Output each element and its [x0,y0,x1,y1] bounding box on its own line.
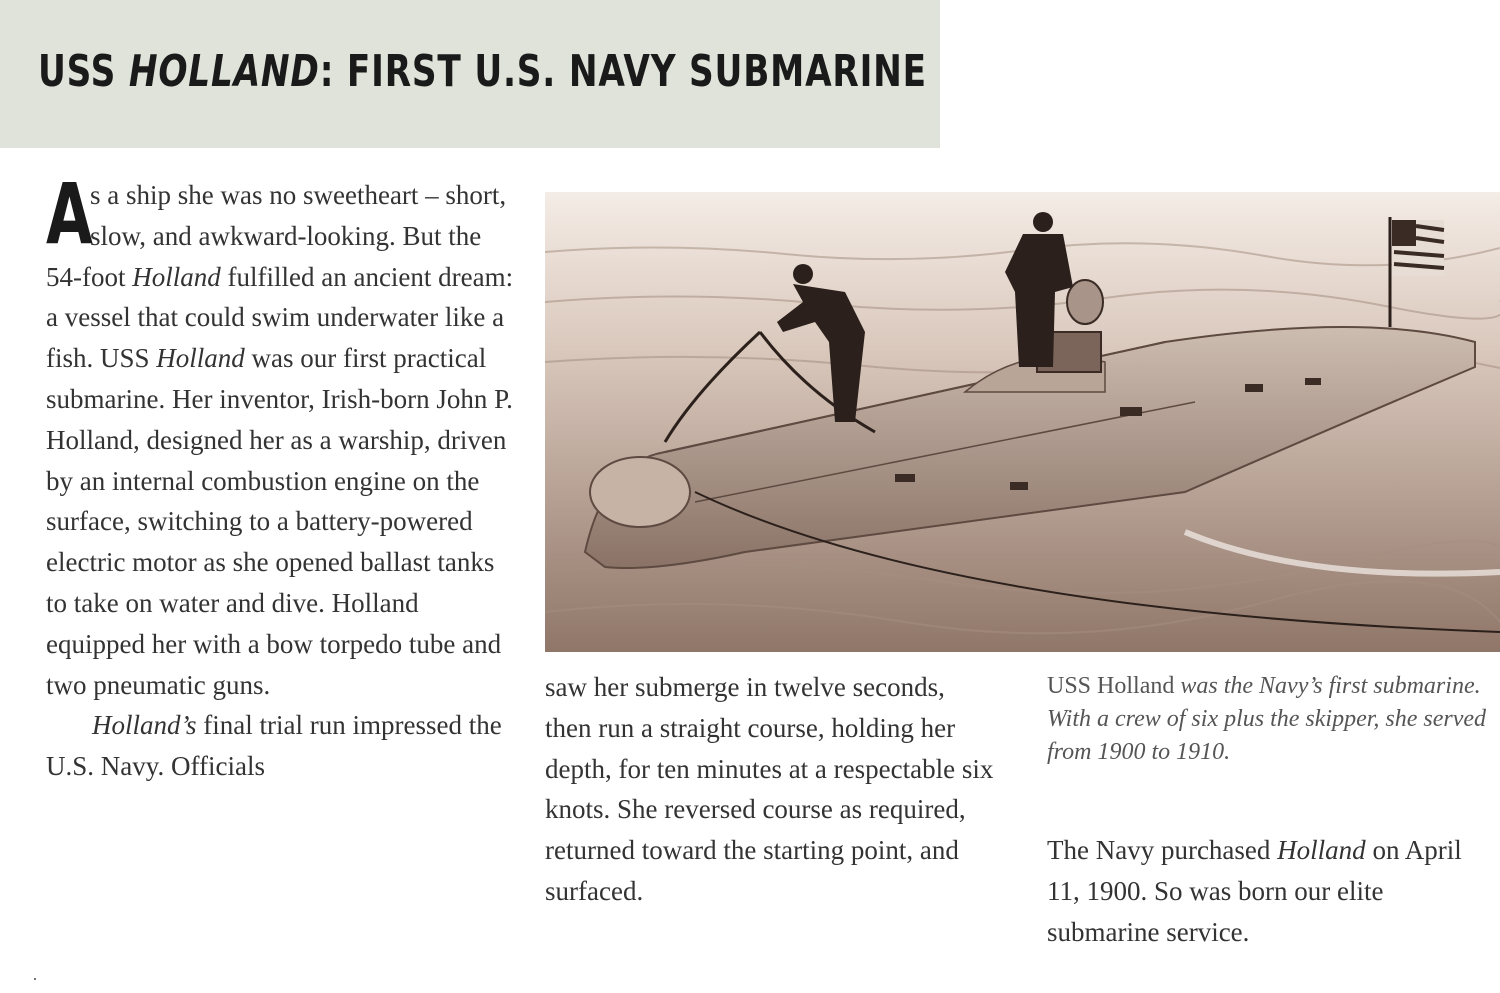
article-column-3 [1047,830,1477,952]
page-title: USS HOLLAND: FIRST U.S. NAVY SUBMARINE [38,46,927,97]
title-band [0,0,940,148]
paragraph-1: A s a ship she was no sweetheart – short, slow, and awkward-looking. But the 54-foot Holland fulfilled an ancient dream: a vessel that could swim underwater like a fish. USS Holland was our first practical submarine. Her inventor, Irish-born John P. Holland, designed her as a warship, driven by an internal combustion engine on the surface, switching to a battery-powered electric motor as she opened ballast tanks to take on water and dive. Holland equipped her with a bow torpedo tube and two pneumatic guns. [46,165,514,700]
drop-cap: A [46,165,93,263]
article-column-2 [545,667,995,912]
submarine-photo [545,192,1500,652]
page-speck [34,978,36,980]
paragraph-3: saw her submerge in twelve seconds, then run a straight course, holding her depth, for ten minutes at a respectable six knots. She reversed course as required, returned toward the starting point, and surfaced. [545,672,994,906]
article-column-1 [46,165,516,787]
paragraph-2: Holland’s final trial run impressed the U.S. Navy. Officials [46,710,502,782]
photo-caption: USS Holland was the Navy’s first submarine. With a crew of six plus the skipper, she served from 1900 to 1910. [1047,673,1487,765]
paragraph-4: The Navy purchased Holland on April 11, 1900. So was born our elite submarine service. [1047,835,1462,947]
